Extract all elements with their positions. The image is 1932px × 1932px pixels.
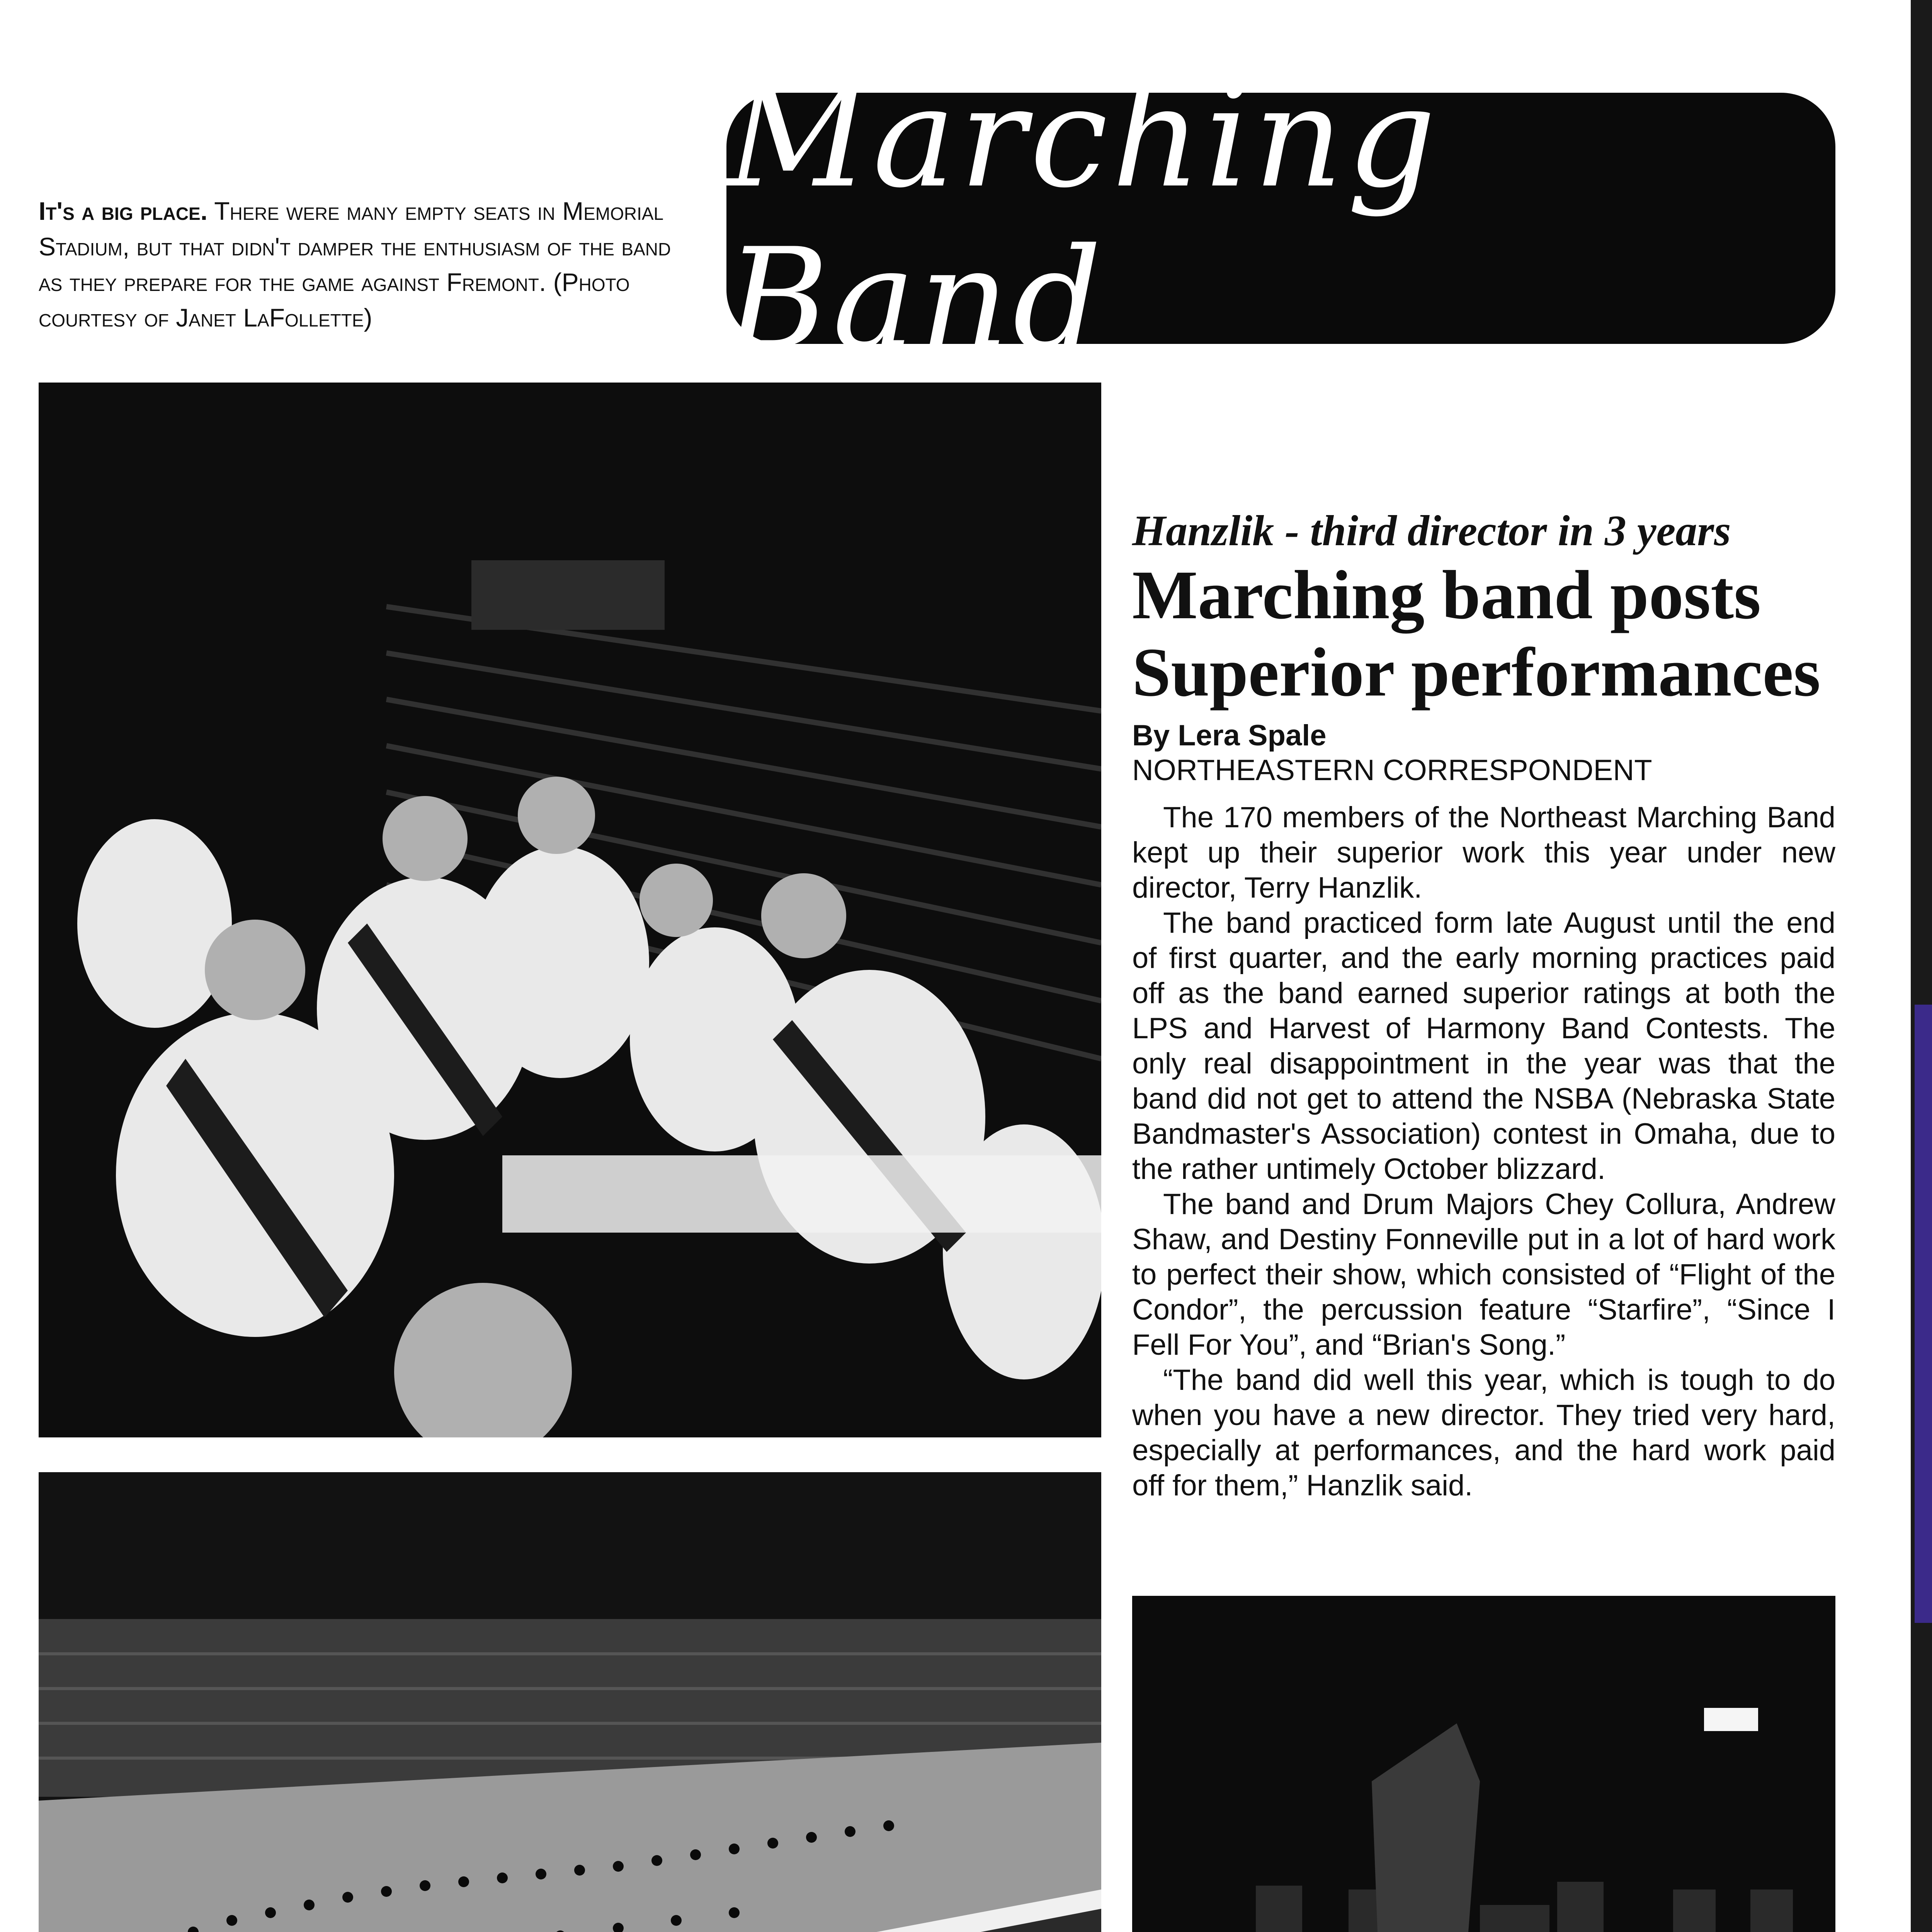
article-paragraph: “The band did well this year, which is tough to do when you have a new director. They tried very hard, especially at performances, and the hard work paid off for them,” Hanzlik said. xyxy=(1132,1364,1835,1502)
caption-top-text: There were many empty seats in Memorial Stadium, but that didn't damper the enthusiasm of the band as they prepare for the game against Fremont. (Photo courtesy of Janet LaFollette) xyxy=(39,197,671,332)
caption-top-lead: It's a big place. xyxy=(39,197,208,225)
photo-stadium-formation xyxy=(39,1472,1101,1932)
article-paragraph: The 170 members of the Northeast Marching Band kept up their superior work this year under new director, Terry Hanzlik. xyxy=(1132,801,1835,904)
article-kicker: Hanzlik - third director in 3 years xyxy=(1132,507,1731,555)
photo-drum-major xyxy=(1132,1596,1835,1932)
page-edge-tab xyxy=(1915,1005,1932,1623)
section-title: Marching Band xyxy=(726,56,1440,380)
article-paragraph: The band practiced form late August until the end of first quarter, and the early morning practices paid off as the band earned superior ratings at both the LPS and Harvest of Harmony Band Contests. The only real disappointment in the year was that the band did not get to attend the NSBA (Nebraska State Bandmaster's Association) contest in Omaha, due to the rather untimely October blizzard. xyxy=(1132,906,1835,1185)
article-headline: Marching band posts Superior performances xyxy=(1132,556,1821,711)
photo-band-in-stands xyxy=(39,383,1101,1437)
article-byline-role: NORTHEASTERN CORRESPONDENT xyxy=(1132,754,1652,787)
article-body xyxy=(1132,800,1835,1503)
article-byline: By Lera Spale xyxy=(1132,719,1327,752)
caption-top xyxy=(39,193,680,335)
article-paragraph: The band and Drum Majors Chey Collura, Andrew Shaw, and Destiny Fonneville put in a lot of hard work to perfect their show, which consisted of “Flight of the Condor”, the percussion feature “Starfire”, “Since I Fell For You”, and “Brian's Song.” xyxy=(1132,1188,1835,1361)
section-banner xyxy=(726,56,1835,380)
page-edge xyxy=(1911,0,1932,1932)
